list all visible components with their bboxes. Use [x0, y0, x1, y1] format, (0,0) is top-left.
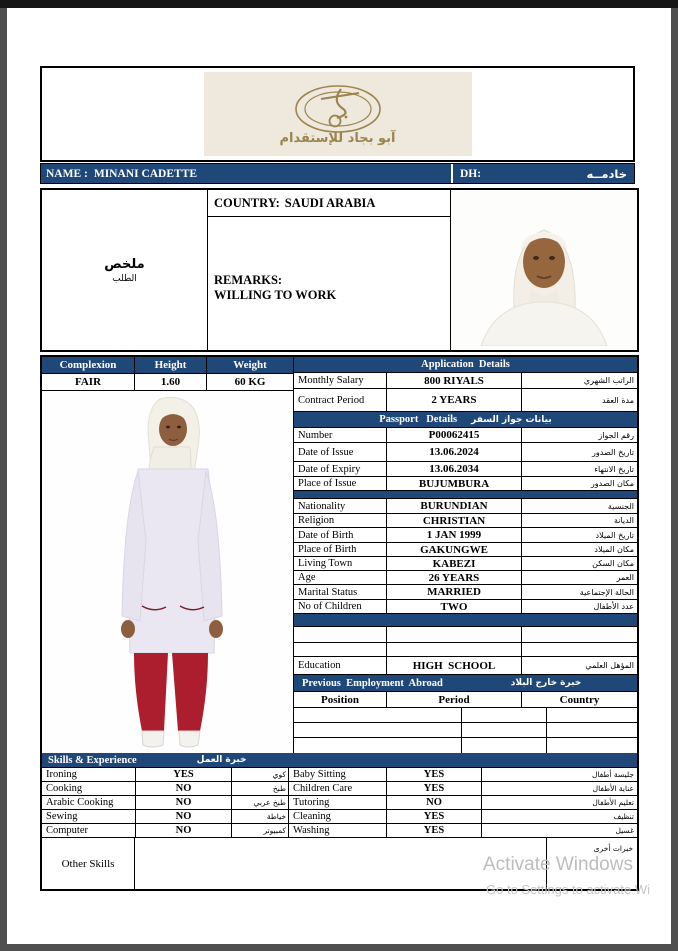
weight-header: Weight — [207, 357, 294, 373]
skill-value: NO — [387, 796, 482, 809]
row-arabic: العمر — [616, 573, 634, 582]
row-label: Date of Birth — [294, 528, 387, 542]
remarks-value: WILLING TO WORK — [214, 288, 337, 302]
row-label: No of Children — [294, 600, 387, 613]
skills-row-computer-washing — [42, 824, 637, 838]
name-value: MINANI CADETTE — [93, 167, 198, 180]
physical-values-row — [42, 374, 294, 391]
row-arabic: تاريخ الانتهاء — [594, 464, 634, 474]
complexion-value: FAIR — [42, 374, 135, 390]
employment-columns-row — [294, 692, 637, 708]
empty-row — [294, 627, 637, 643]
empty-row — [294, 643, 637, 657]
skills-row-arabiccooking-tutoring — [42, 796, 637, 810]
skill-value: NO — [136, 810, 232, 823]
date-of-issue-row — [294, 443, 637, 462]
employment-empty-row — [294, 738, 637, 753]
skill-arabic: كوي — [232, 768, 289, 781]
summary-arabic-cell — [42, 190, 208, 350]
agency-name-arabic: آبو بجاد للإستقدام — [279, 130, 396, 146]
place-of-birth-row — [294, 543, 637, 557]
nationality-row — [294, 499, 637, 514]
name-field — [41, 164, 451, 183]
place-of-issue-row — [294, 477, 637, 491]
row-arabic: مدة العقد — [602, 395, 634, 405]
previous-employment-header-arabic: خبرة خارج البلاد — [510, 678, 582, 688]
skill-value: YES — [387, 824, 482, 837]
skill-label: Computer — [42, 824, 136, 837]
contract-period-row — [294, 389, 637, 412]
row-label: Marital Status — [294, 585, 387, 599]
row-value: GAKUNGWE — [387, 543, 522, 556]
skills-row-cooking-childrencare — [42, 782, 637, 796]
headshot-cell — [451, 190, 637, 350]
skill-value: YES — [387, 768, 482, 781]
country-remarks-cell — [208, 190, 451, 350]
skills-row-sewing-cleaning — [42, 810, 637, 824]
skill-arabic: غسيل — [615, 826, 634, 835]
date-of-expiry-row — [294, 462, 637, 477]
row-arabic: الجنسية — [607, 501, 634, 511]
row-arabic: مكان الميلاد — [594, 545, 634, 554]
agency-logo — [204, 72, 472, 156]
name-bar — [40, 163, 635, 184]
logo-area — [40, 66, 635, 162]
divider-band — [294, 491, 637, 499]
headshot-photo — [451, 190, 637, 346]
row-value: 1 JAN 1999 — [387, 528, 522, 542]
divider-band — [294, 614, 637, 627]
row-arabic: مكان الصدور — [590, 479, 634, 488]
passport-details-header: Passport Details بيانات جواز السفر — [294, 412, 637, 428]
row-label: Religion — [294, 514, 387, 527]
skill-label: Cleaning — [289, 810, 387, 823]
skill-arabic: جليسة أطفال — [591, 770, 634, 779]
row-value: TWO — [387, 600, 522, 613]
row-label: Place of Birth — [294, 543, 387, 556]
employment-empty-row — [294, 708, 637, 723]
skill-label: Children Care — [289, 782, 387, 795]
other-skills-label: Other Skills — [42, 838, 135, 889]
previous-employment-header: Previous Employment Abroad خبرة خارج البلاد — [294, 675, 637, 692]
activate-windows-subtext: Go to Settings to activate Wi — [486, 882, 651, 897]
age-row — [294, 571, 637, 585]
skill-label: Cooking — [42, 782, 136, 795]
main-table — [40, 355, 639, 891]
row-label: Education — [294, 657, 387, 674]
country-header: Country — [559, 693, 600, 706]
header-box — [40, 66, 635, 184]
row-value: 26 YEARS — [387, 571, 522, 584]
row-arabic: تاريخ الصدور — [592, 447, 634, 457]
skills-header-arabic: خبرة العمل — [196, 755, 247, 765]
row-label: Age — [294, 571, 387, 584]
skill-arabic: تنظيف — [613, 812, 634, 821]
activate-windows-watermark: Activate Windows — [483, 854, 633, 875]
row-value: 13.06.2024 — [387, 443, 522, 461]
left-section — [42, 357, 294, 754]
row-label: Contract Period — [294, 389, 387, 411]
row-arabic: الحالة الإجتماعية — [579, 587, 634, 597]
row-value: 800 RIYALS — [387, 373, 522, 388]
row-value: CHRISTIAN — [387, 514, 522, 527]
dh-value-arabic: خادمــه — [586, 166, 627, 181]
row-arabic: رقم الجواز — [598, 430, 634, 440]
full-body-photo — [42, 391, 292, 753]
skill-value: NO — [136, 824, 232, 837]
row-value: MARRIED — [387, 585, 522, 599]
country-label: COUNTRY: — [214, 195, 280, 210]
skill-label: Ironing — [42, 768, 136, 781]
position-header: Position — [294, 692, 387, 707]
row-label: Date of Expiry — [294, 462, 387, 476]
skill-arabic: طبخ — [232, 782, 289, 795]
physical-header-row — [42, 357, 294, 374]
row-label: Place of Issue — [294, 477, 387, 490]
monthly-salary-row — [294, 373, 637, 389]
skill-label: Tutoring — [289, 796, 387, 809]
summary-arabic-line2: الطلب — [112, 273, 137, 284]
employment-empty-row — [294, 723, 637, 738]
summary-arabic-line1: ملخص — [104, 256, 145, 272]
skill-value: YES — [387, 782, 482, 795]
right-section — [294, 357, 637, 753]
row-arabic: الراتب الشهري — [583, 376, 634, 385]
passport-number-row — [294, 428, 637, 443]
summary-box — [40, 188, 639, 352]
skill-value: NO — [136, 796, 232, 809]
country-value: SAUDI ARABIA — [284, 195, 376, 210]
row-value: BUJUMBURA — [387, 477, 522, 490]
row-label: Number — [294, 428, 387, 442]
skill-arabic: طبخ عربي — [232, 796, 289, 809]
row-label: Living Town — [294, 557, 387, 570]
row-value: KABEZI — [387, 557, 522, 570]
row-value: BURUNDIAN — [387, 499, 522, 513]
other-skills-arabic: خبرات أخرى — [593, 844, 633, 853]
name-label: NAME : — [46, 167, 88, 180]
skills-header: Skills & Experience خبرة العمل — [42, 753, 637, 768]
skill-value: NO — [136, 782, 232, 795]
height-header: Height — [135, 357, 207, 373]
skill-value: YES — [136, 768, 232, 781]
date-of-birth-row — [294, 528, 637, 543]
row-value: 2 YEARS — [387, 389, 522, 411]
weight-value: 60 KG — [207, 374, 294, 390]
row-label: Date of Issue — [294, 443, 387, 461]
row-arabic: مكان السكن — [592, 559, 634, 568]
application-details-header: Application Details — [294, 357, 637, 373]
dh-label: DH: — [460, 167, 482, 180]
skill-arabic: كمبيوتر — [232, 824, 289, 837]
skill-label: Washing — [289, 824, 387, 837]
calligraphy-emblem-icon — [283, 83, 393, 135]
skill-label: Sewing — [42, 810, 136, 823]
row-value: 13.06.2034 — [387, 462, 522, 476]
period-header: Period — [387, 692, 522, 707]
full-body-photo-cell — [42, 391, 294, 754]
living-town-row — [294, 557, 637, 571]
dh-field — [451, 164, 634, 183]
skill-label: Arabic Cooking — [42, 796, 136, 809]
skill-label: Baby Sitting — [289, 768, 387, 781]
education-row — [294, 657, 637, 675]
complexion-header: Complexion — [42, 357, 135, 373]
document-page — [7, 8, 671, 944]
skill-value: YES — [387, 810, 482, 823]
skills-row-ironing-babysitting — [42, 768, 637, 782]
row-label: Monthly Salary — [294, 373, 387, 388]
row-arabic: عدد الأطفال — [593, 602, 634, 611]
remarks-label: REMARKS: — [214, 273, 283, 287]
remarks-block — [208, 217, 450, 303]
height-value: 1.60 — [135, 374, 207, 390]
skill-arabic: تعليم الأطفال — [592, 798, 634, 807]
passport-details-header-arabic: بيانات جواز السفر — [471, 414, 552, 425]
children-row — [294, 600, 637, 614]
row-value: HIGH SCHOOL — [387, 657, 522, 674]
marital-status-row — [294, 585, 637, 600]
row-arabic: الديانة — [613, 516, 634, 525]
row-value: P00062415 — [387, 428, 522, 442]
country-row — [208, 190, 450, 217]
window-top-edge — [0, 0, 678, 8]
skill-arabic: خياطة — [232, 810, 289, 823]
row-arabic: المؤهل العلمي — [585, 661, 634, 670]
religion-row — [294, 514, 637, 528]
skill-arabic: عناية الأطفال — [592, 784, 634, 793]
row-arabic: تاريخ الميلاد — [595, 530, 634, 540]
row-label: Nationality — [294, 499, 387, 513]
